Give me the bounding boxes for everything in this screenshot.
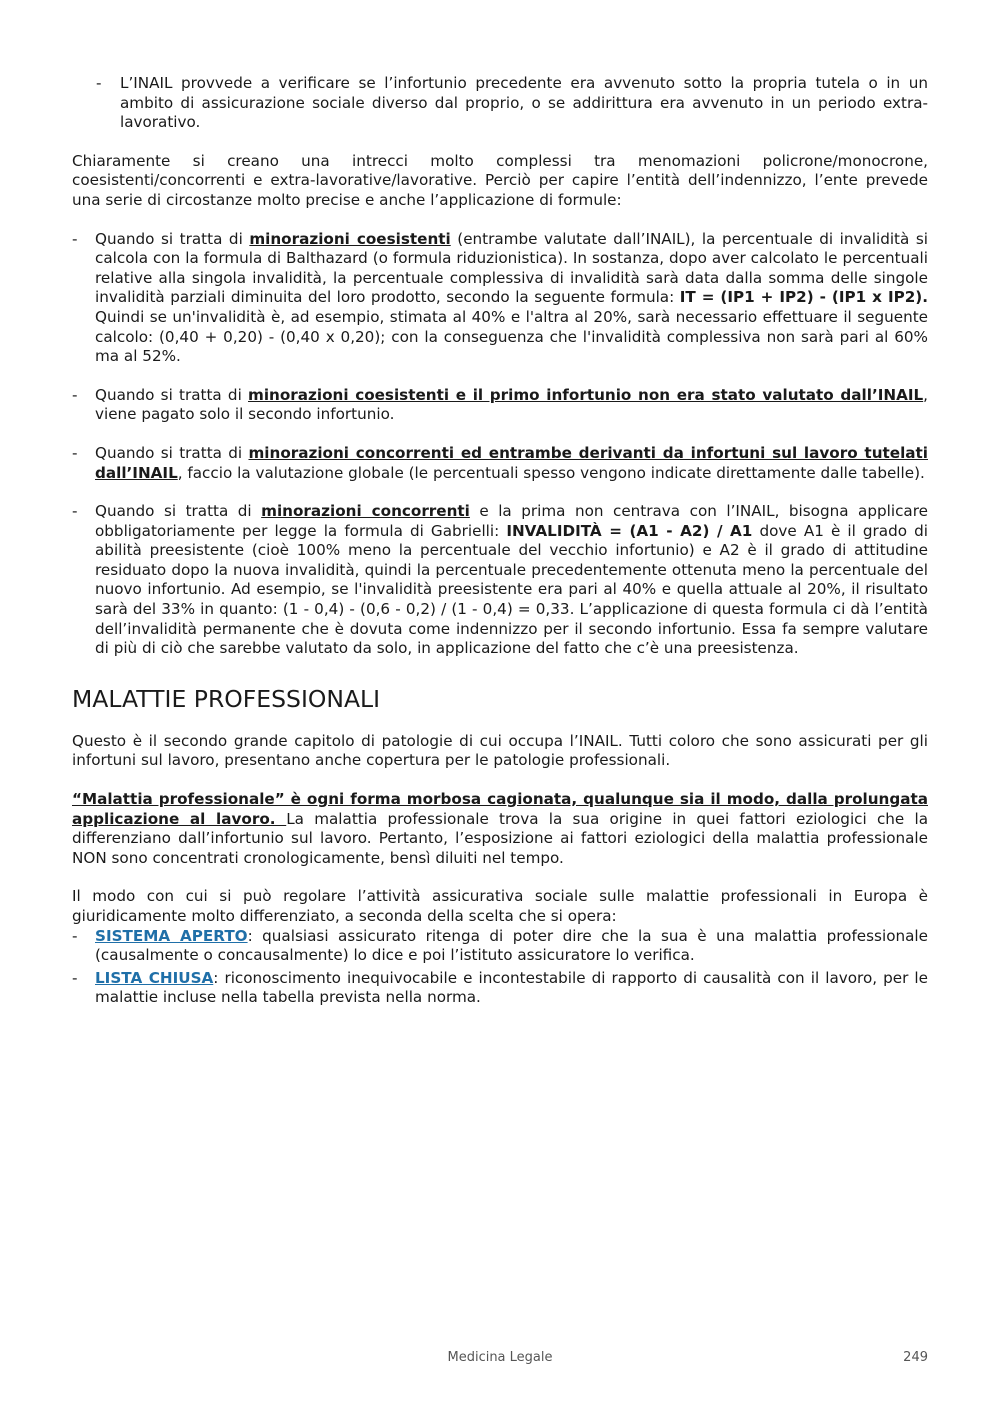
formula-gabrielli: INVALIDITÀ = (A1 - A2) / A1 bbox=[506, 521, 753, 540]
formula-balthazard: IT = (IP1 + IP2) - (IP1 x IP2). bbox=[679, 288, 928, 307]
list-item-coesistenti: - Quando si tratta di minorazioni coesistenti (entrambe valutate dall’INAIL), la percentuale di invalidità si calcola con la formula di Balthazard (o formula riduzionistica). In sostanza, dopo aver calcolato le percentuali relative alla singola invalidità, la percentuale complessiva di invalidità sarà data dalla somma delle singole invalidità parziali diminuita del loro prodotto, secondo la seguente formula: IT = (IP1 + IP2) - (IP1 x IP2). Quindi se un'invalidità è, ad esempio, stimata al 40% e l'altra al 20%, sarà necessario effettuare il seguente calcolo: (0,40 + 0,20) - (0,40 x 0,20); con la conseguenza che l'invalidità complessiva non sarà pari al 60% ma al 52%. bbox=[72, 230, 928, 367]
intro-paragraph: Chiaramente si creano una intrecci molto complessi tra menomazioni policrone/monocrone, coesistenti/concorrenti e extra-lavorative/lavorative. Perciò per capire l’entità dell’indennizzo, l’ente prevede una serie di circostanze molto precise e anche l’applicazione di formule: bbox=[72, 151, 928, 209]
link-sistema-aperto[interactable]: SISTEMA APERTO bbox=[95, 926, 248, 945]
intro-list bbox=[72, 74, 928, 133]
term-coesistenti-non-inail: minorazioni coesistenti e il primo infortunio non era stato valutato dall’INAIL bbox=[248, 385, 924, 404]
footer-title: Medicina Legale bbox=[447, 1350, 553, 1365]
section-heading: MALATTIE PROFESSIONALI bbox=[72, 684, 381, 713]
link-lista-chiusa[interactable]: LISTA CHIUSA bbox=[95, 968, 214, 987]
page-number: 249 bbox=[903, 1350, 928, 1365]
term-minorazioni-concorrenti: minorazioni concorrenti bbox=[261, 502, 470, 521]
systems-list bbox=[72, 927, 928, 1008]
definition-malattia-professionale: “Malattia professionale” è ogni forma morbosa cagionata, qualunque sia il modo, dalla prolungata applicazione al lavoro. bbox=[72, 790, 928, 828]
list-item-concorrenti: - Quando si tratta di minorazioni concorrenti e la prima non centrava con l’INAIL, bisogna applicare obbligatoriamente per legge la formula di Gabrielli: INVALIDITÀ = (A1 - A2) / A1 dove A1 è il grado di abilità preesistente (cioè 100% meno la percentuale del vecchio infortunio) e A2 è il grado di attitudine residuato dopo la nuova invalidità, quindi la percentuale precedentemente ottenuta meno la percentuale del nuovo infortunio. Ad esempio, se l'invalidità preesistente era pari al 40% e quella attuale al 20%, il risultato sarà del 33% in quanto: (1 - 0,4) - (0,6 - 0,2) / (1 - 0,4) = 0,33. L’applicazione di questa formula ci dà l’entità dell’invalidità permanente che è dovuta come indennizzo per il secondo infortunio. Essa fa sempre valutare di più di ciò che sarebbe valutato da solo, in applicazione del fatto che c’è una preesistenza. bbox=[72, 502, 928, 659]
term-concorrenti-inail: minorazioni concorrenti ed entrambe derivanti da infortuni sul lavoro tutelati dall’INAIL bbox=[95, 443, 928, 482]
page-content bbox=[72, 74, 928, 1011]
paragraph-intro-malattie: Questo è il secondo grande capitolo di patologie di cui occupa l’INAIL. Tutti coloro che sono assicurati per gli infortuni sul lavoro, presentano anche copertura per le patologie professionali. bbox=[72, 731, 928, 770]
term-minorazioni-coesistenti: minorazioni coesistenti bbox=[249, 229, 451, 248]
minorazioni-list bbox=[72, 230, 928, 659]
list-item-concorrenti-inail: - Quando si tratta di minorazioni concorrenti ed entrambe derivanti da infortuni sul lavoro tutelati dall’INAIL, faccio la valutazione globale (le percentuali spesso vengono indicate direttamente dalle tabelle). bbox=[72, 444, 928, 483]
list-item-lista-chiusa: - LISTA CHIUSA: riconoscimento inequivocabile e incontestabile di rapporto di causalità con il lavoro, per le malattie incluse nella tabella prevista nella norma. bbox=[72, 969, 928, 1008]
paragraph-definition: “Malattia professionale” è ogni forma morbosa cagionata, qualunque sia il modo, dalla prolungata applicazione al lavoro. La malattia professionale trova la sua origine in quei fattori eziologici che la differenziano dall’infortunio sul lavoro. Pertanto, l’esposizione ai fattori eziologici della malattia professionale NON sono concentrati cronologicamente, bensì diluiti nel tempo. bbox=[72, 790, 929, 867]
list-item-coesistenti-non-inail: - Quando si tratta di minorazioni coesistenti e il primo infortunio non era stato valutato dall’INAIL, viene pagato solo il secondo infortunio. bbox=[72, 386, 928, 425]
list-item-sistema-aperto: - SISTEMA APERTO: qualsiasi assicurato ritenga di poter dire che la sua è una malattia professionale (causalmente o concausalmente) lo dice e poi l’istituto assicuratore lo verifica. bbox=[72, 927, 928, 966]
paragraph-europe: Il modo con cui si può regolare l’attività assicurativa sociale sulle malattie professionali in Europa è giuridicamente molto differenziato, a seconda della scelta che si opera: bbox=[72, 887, 928, 925]
intro-bullet: - L’INAIL provvede a verificare se l’infortunio precedente era avvenuto sotto la propria tutela o in un ambito di assicurazione sociale diverso dal proprio, o se addirittura era avvenuto in un periodo extra-lavorativo. bbox=[72, 74, 928, 133]
